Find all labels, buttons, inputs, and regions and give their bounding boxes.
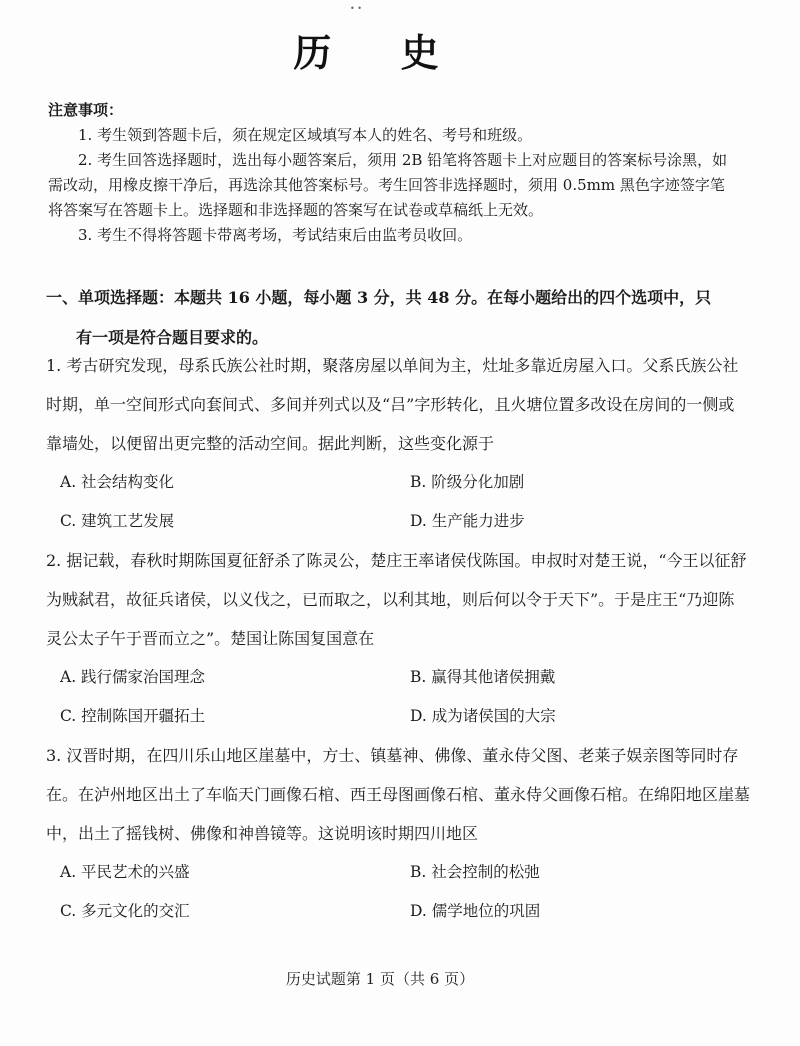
question-2 — [46, 541, 750, 736]
notice-block — [48, 98, 738, 248]
option-grid — [46, 853, 750, 931]
option-d: D. 儒学地位的巩固 — [410, 902, 541, 920]
notice-item-1: 1. 考生领到答题卡后，须在规定区域填写本人的姓名、考号和班级。 — [78, 126, 533, 144]
option-d: D. 成为诸侯国的大宗 — [410, 707, 556, 725]
option-c: C. 多元文化的交汇 — [60, 902, 190, 920]
notice-heading: 注意事项： — [48, 101, 124, 119]
section-heading-line-1: 一、单项选择题：本题共 16 小题，每小题 3 分，共 48 分。在每小题给出的四个选项中，只 — [46, 288, 712, 307]
question-1 — [46, 346, 750, 541]
section-heading-line-2: 有一项是符合题目要求的。 — [76, 328, 269, 347]
question-stem: 1. 考古研究发现，母系氏族公社时期，聚落房屋以单间为主，灶址多靠近房屋入口。父系氏族公社时期，单一空间形式向套间式、多间并列式以及“吕”字形转化，且火塘位置多改设在房间的一侧或靠墙处，以便留出更完整的活动空间。据此判断，这些变化源于 — [46, 356, 739, 453]
question-stem: 2. 据记载，春秋时期陈国夏征舒杀了陈灵公，楚庄王率诸侯伐陈国。申叔时对楚王说，“今王以征舒为贼弑君，故征兵诸侯，以义伐之，已而取之，以利其地，则后何以令于天下”。于是庄王“乃迎陈灵公太子午于晋而立之”。楚国让陈国复国意在 — [46, 551, 747, 648]
notice-item-2: 2. 考生回答选择题时，选出每小题答案后，须用 2B 铅笔将答题卡上对应题目的答案标号涂黑，如需改动，用橡皮擦干净后，再选涂其他答案标号。考生回答非选择题时，须用 0.5mm 黑色字迹签字笔将答案写在答题卡上。选择题和非选择题的答案写在试卷或草稿纸上无效。 — [48, 151, 728, 219]
notice-item-3: 3. 考生不得将答题卡带离考场，考试结束后由监考员收回。 — [78, 226, 473, 244]
option-a: A. 平民艺术的兴盛 — [60, 863, 190, 881]
question-3 — [46, 736, 750, 931]
option-c: C. 控制陈国开疆拓土 — [60, 707, 206, 725]
question-list — [46, 346, 750, 931]
question-stem: 3. 汉晋时期，在四川乐山地区崖墓中，方士、镇墓神、佛像、董永侍父图、老莱子娱亲图等同时存在。在泸州地区出土了车临天门画像石棺、西王母图画像石棺、董永侍父画像石棺。在绵阳地区崖墓中，出土了摇钱树、佛像和神兽镜等。这说明该时期四川地区 — [46, 746, 751, 843]
option-b: B. 社会控制的松弛 — [410, 863, 540, 881]
page-footer: 历史试题第 1 页（共 6 页） — [285, 970, 475, 988]
option-grid — [46, 463, 750, 541]
option-c: C. 建筑工艺发展 — [60, 512, 175, 530]
option-a: A. 践行儒家治国理念 — [60, 668, 206, 686]
option-grid — [46, 658, 750, 736]
page-title: 历 史 — [293, 30, 467, 75]
scan-mark: • • — [350, 4, 362, 13]
option-a: A. 社会结构变化 — [60, 473, 175, 491]
option-b: B. 赢得其他诸侯拥戴 — [410, 668, 556, 686]
option-d: D. 生产能力进步 — [410, 512, 525, 530]
option-b: B. 阶级分化加剧 — [410, 473, 525, 491]
